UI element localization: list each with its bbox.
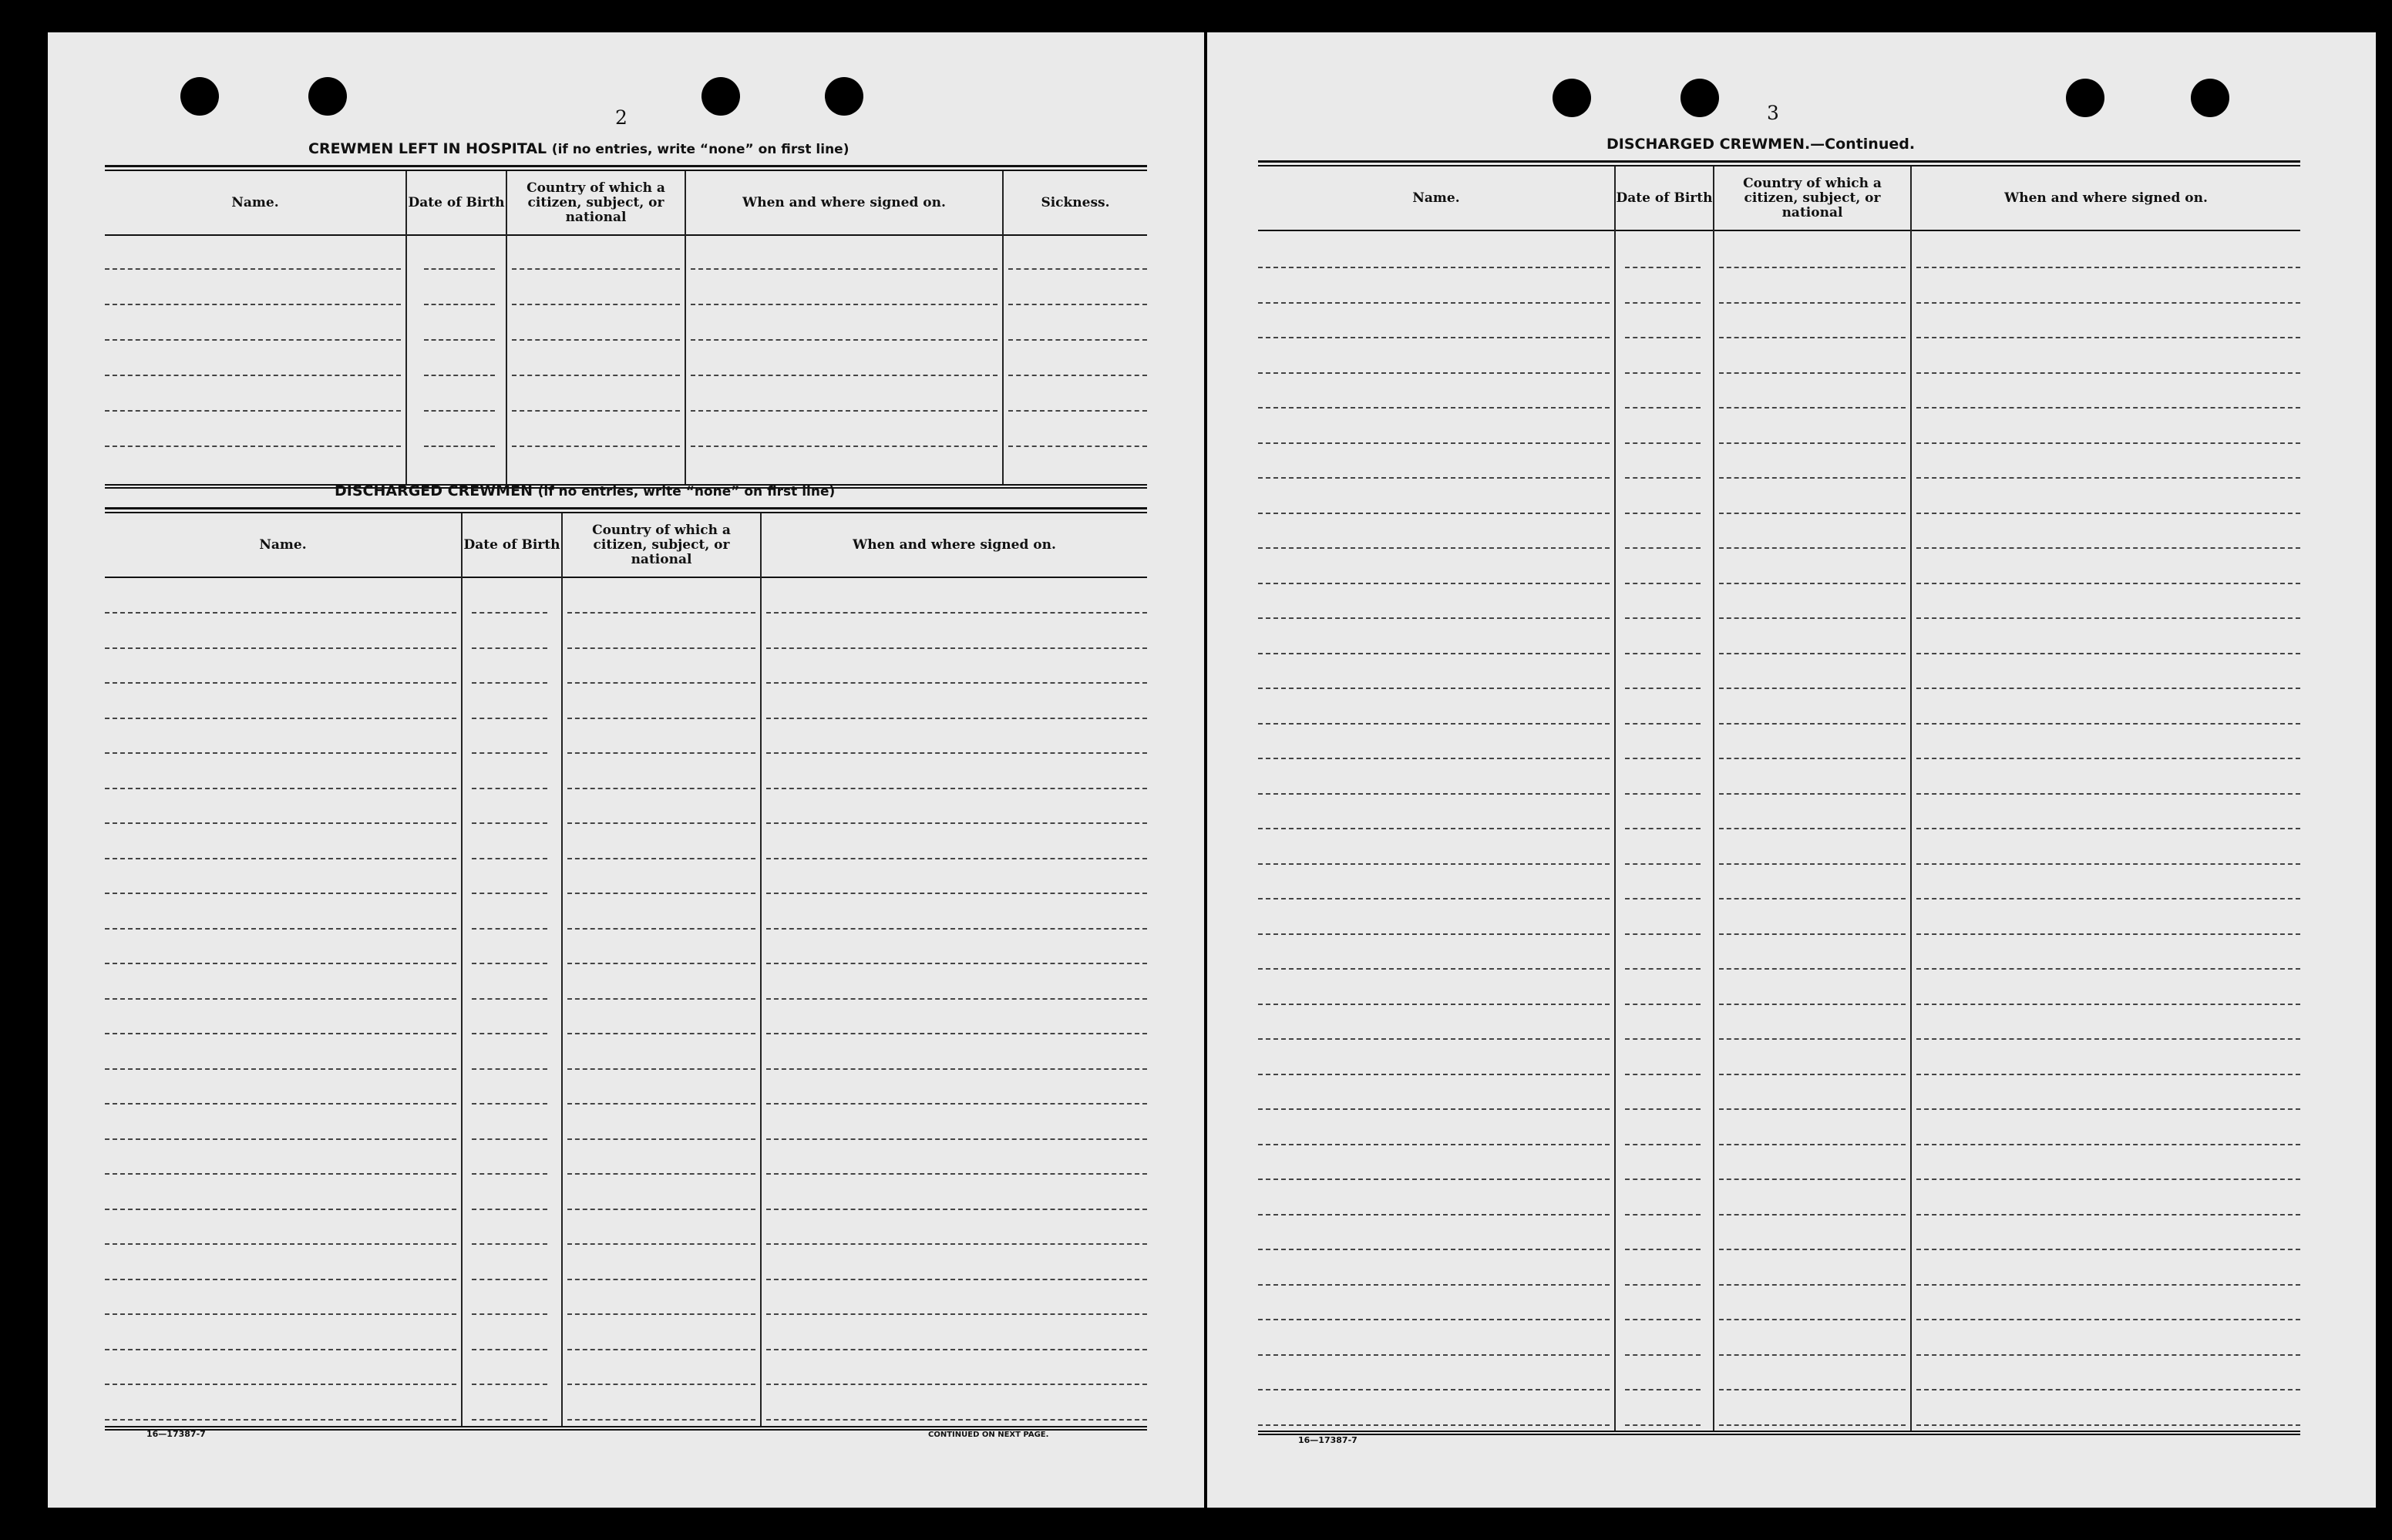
blank-entry-line: [1625, 513, 1701, 514]
blank-entry-line: [1719, 1284, 1906, 1286]
blank-entry-line: [766, 1068, 1147, 1070]
discharged-section-title: DISCHARGED CREWMEN (if no entries, write “none” on first line): [335, 483, 836, 499]
blank-entry-line: [1008, 268, 1147, 270]
blank-entry-line: [1916, 723, 2300, 725]
blank-entry-line: [567, 612, 755, 614]
blank-entry-line: [567, 858, 755, 859]
blank-entry-line: [1625, 1108, 1701, 1110]
blank-entry-line: [1258, 1108, 1610, 1110]
blank-entry-line: [1625, 1004, 1701, 1005]
blank-entry-line: [1916, 1354, 2300, 1356]
column-header-country: Country of which a citizen, subject, or national: [527, 180, 665, 225]
punch-hole: [1680, 79, 1719, 117]
blank-entry-line: [1625, 828, 1701, 829]
blank-entry-line: [105, 1349, 456, 1350]
blank-entry-line: [1258, 1179, 1610, 1180]
blank-entry-line: [1719, 968, 1906, 970]
blank-entry-line: [1008, 339, 1147, 341]
blank-entry-line: [1625, 267, 1701, 268]
blank-entry-line: [691, 268, 998, 270]
blank-entry-line: [1258, 267, 1610, 268]
blank-entry-line: [472, 928, 547, 930]
column-header-date-of-birth: Date of Birth: [463, 536, 560, 553]
punch-hole: [180, 77, 219, 116]
blank-entry-line: [1258, 513, 1610, 514]
blank-entry-line: [1258, 1354, 1610, 1356]
page-number: 3: [1767, 102, 1779, 124]
blank-entry-line: [1916, 513, 2300, 514]
blank-entry-line: [105, 446, 401, 447]
blank-entry-line: [1258, 337, 1610, 338]
blank-entry-line: [1258, 477, 1610, 479]
blank-entry-line: [691, 339, 998, 341]
blank-entry-line: [424, 339, 495, 341]
blank-entry-line: [472, 1313, 547, 1315]
blank-entry-line: [105, 304, 401, 305]
blank-entry-line: [1625, 1284, 1701, 1286]
blank-entry-line: [1719, 933, 1906, 935]
blank-entry-line: [766, 1103, 1147, 1105]
blank-entry-line: [1719, 1249, 1906, 1250]
form-number: 16—17387-7: [146, 1429, 206, 1439]
blank-entry-line: [766, 963, 1147, 964]
blank-entry-line: [105, 1313, 456, 1315]
blank-entry-line: [1719, 1319, 1906, 1320]
blank-entry-line: [1258, 1004, 1610, 1005]
blank-entry-line: [472, 647, 547, 649]
blank-entry-line: [472, 718, 547, 719]
blank-entry-line: [1625, 758, 1701, 759]
blank-entry-line: [424, 268, 495, 270]
blank-entry-line: [1719, 302, 1906, 304]
blank-entry-line: [766, 1419, 1147, 1421]
blank-entry-line: [1625, 723, 1701, 725]
blank-entry-line: [1719, 758, 1906, 759]
blank-entry-line: [105, 788, 456, 789]
column-header-sickness: Sickness.: [1041, 194, 1110, 210]
blank-entry-line: [1916, 617, 2300, 619]
blank-entry-line: [512, 446, 680, 447]
blank-entry-line: [1625, 1424, 1701, 1426]
blank-entry-line: [766, 1349, 1147, 1350]
column-header-name: Name.: [1412, 190, 1460, 206]
blank-entry-line: [1719, 1354, 1906, 1356]
blank-entry-line: [424, 304, 495, 305]
blank-entry-line: [1916, 1144, 2300, 1145]
blank-entry-line: [105, 647, 456, 649]
blank-entry-line: [1719, 828, 1906, 829]
blank-entry-line: [567, 963, 755, 964]
blank-entry-line: [567, 1384, 755, 1385]
blank-entry-line: [1916, 968, 2300, 970]
blank-entry-line: [472, 1349, 547, 1350]
blank-entry-line: [1719, 1004, 1906, 1005]
blank-entry-line: [472, 963, 547, 964]
blank-entry-line: [105, 963, 456, 964]
blank-entry-line: [1258, 1074, 1610, 1075]
blank-entry-line: [567, 1313, 755, 1315]
blank-entry-line: [1916, 1004, 2300, 1005]
blank-entry-line: [472, 612, 547, 614]
blank-entry-line: [1719, 1179, 1906, 1180]
blank-entry-line: [424, 446, 495, 447]
blank-entry-line: [472, 893, 547, 894]
blank-entry-line: [472, 788, 547, 789]
blank-entry-line: [105, 1419, 456, 1421]
blank-entry-line: [691, 410, 998, 412]
blank-entry-line: [105, 1209, 456, 1210]
blank-entry-line: [1719, 267, 1906, 268]
blank-entry-line: [1625, 583, 1701, 584]
blank-entry-line: [766, 928, 1147, 930]
blank-entry-line: [105, 1138, 456, 1140]
blank-entry-line: [1625, 477, 1701, 479]
blank-entry-line: [512, 268, 680, 270]
blank-entry-line: [1625, 898, 1701, 899]
blank-entry-line: [1916, 688, 2300, 689]
blank-entry-line: [766, 682, 1147, 684]
blank-entry-line: [1258, 968, 1610, 970]
blank-entry-line: [766, 893, 1147, 894]
blank-entry-line: [1719, 407, 1906, 409]
blank-entry-line: [1719, 653, 1906, 654]
blank-entry-line: [766, 1384, 1147, 1385]
blank-entry-line: [1625, 442, 1701, 444]
blank-entry-line: [1258, 933, 1610, 935]
discharged-continued-table: [1258, 160, 2300, 1478]
blank-entry-line: [1916, 933, 2300, 935]
blank-entry-line: [1916, 653, 2300, 654]
blank-entry-line: [1258, 1284, 1610, 1286]
blank-entry-line: [567, 928, 755, 930]
blank-entry-line: [567, 893, 755, 894]
blank-entry-line: [1916, 1389, 2300, 1390]
blank-entry-line: [766, 1313, 1147, 1315]
blank-entry-line: [1625, 688, 1701, 689]
blank-entry-line: [1719, 547, 1906, 549]
blank-entry-line: [472, 1209, 547, 1210]
column-header-date-of-birth: Date of Birth: [408, 194, 505, 210]
blank-entry-line: [1719, 1389, 1906, 1390]
blank-entry-line: [1625, 547, 1701, 549]
blank-entry-line: [1258, 302, 1610, 304]
blank-entry-line: [567, 647, 755, 649]
column-header-country: Country of which a citizen, subject, or national: [1743, 175, 1882, 220]
blank-entry-line: [1625, 653, 1701, 654]
blank-entry-line: [1916, 1319, 2300, 1320]
blank-entry-line: [567, 1138, 755, 1140]
blank-entry-line: [472, 822, 547, 824]
blank-entry-line: [1625, 617, 1701, 619]
blank-entry-line: [1258, 758, 1610, 759]
blank-entry-line: [1625, 968, 1701, 970]
blank-entry-line: [766, 1138, 1147, 1140]
blank-entry-line: [691, 304, 998, 305]
blank-entry-line: [1719, 617, 1906, 619]
column-header-signed-on: When and where signed on.: [2004, 190, 2208, 206]
blank-entry-line: [1258, 793, 1610, 795]
blank-entry-line: [1625, 1144, 1701, 1145]
blank-entry-line: [766, 788, 1147, 789]
blank-entry-line: [567, 1243, 755, 1245]
blank-entry-line: [105, 822, 456, 824]
blank-entry-line: [1625, 1249, 1701, 1250]
blank-entry-line: [1719, 372, 1906, 374]
blank-entry-line: [1916, 1214, 2300, 1216]
blank-entry-line: [1719, 337, 1906, 338]
punch-hole: [2191, 79, 2229, 117]
column-header-name: Name.: [231, 194, 279, 210]
blank-entry-line: [766, 998, 1147, 1000]
blank-entry-line: [1719, 898, 1906, 899]
blank-entry-line: [1258, 688, 1610, 689]
blank-entry-line: [1625, 372, 1701, 374]
blank-entry-line: [1719, 793, 1906, 795]
blank-entry-line: [766, 1279, 1147, 1280]
blank-entry-line: [1258, 372, 1610, 374]
blank-entry-line: [424, 375, 495, 376]
blank-entry-line: [1916, 372, 2300, 374]
discharged-table: [105, 507, 1147, 1463]
blank-entry-line: [472, 1103, 547, 1105]
blank-entry-line: [1916, 477, 2300, 479]
blank-entry-line: [1916, 1179, 2300, 1180]
blank-entry-line: [766, 752, 1147, 754]
blank-entry-line: [766, 822, 1147, 824]
blank-entry-line: [1258, 1319, 1610, 1320]
blank-entry-line: [567, 1033, 755, 1034]
blank-entry-line: [766, 1033, 1147, 1034]
blank-entry-line: [567, 1068, 755, 1070]
blank-entry-line: [1258, 617, 1610, 619]
blank-entry-line: [1916, 1074, 2300, 1075]
blank-entry-line: [1916, 863, 2300, 865]
blank-entry-line: [766, 612, 1147, 614]
blank-entry-line: [1258, 583, 1610, 584]
column-header-signed-on: When and where signed on.: [742, 194, 946, 210]
blank-entry-line: [1719, 1074, 1906, 1075]
blank-entry-line: [1625, 1038, 1701, 1040]
blank-entry-line: [1625, 1214, 1701, 1216]
blank-entry-line: [1916, 302, 2300, 304]
blank-entry-line: [1719, 1424, 1906, 1426]
blank-entry-line: [472, 858, 547, 859]
blank-entry-line: [512, 304, 680, 305]
blank-entry-line: [105, 752, 456, 754]
blank-entry-line: [105, 928, 456, 930]
blank-entry-line: [105, 1033, 456, 1034]
blank-entry-line: [1719, 442, 1906, 444]
blank-entry-line: [1625, 1354, 1701, 1356]
blank-entry-line: [1719, 688, 1906, 689]
blank-entry-line: [105, 998, 456, 1000]
hospital-table: [105, 165, 1147, 496]
column-header-name: Name.: [259, 536, 307, 553]
blank-entry-line: [105, 1279, 456, 1280]
blank-entry-line: [1719, 1144, 1906, 1145]
blank-entry-line: [472, 1138, 547, 1140]
blank-entry-line: [105, 612, 456, 614]
blank-entry-line: [105, 375, 401, 376]
blank-entry-line: [567, 752, 755, 754]
blank-entry-line: [1719, 513, 1906, 514]
blank-entry-line: [766, 647, 1147, 649]
discharged-continued-title: DISCHARGED CREWMEN.—Continued.: [1606, 136, 1916, 153]
blank-entry-line: [472, 1068, 547, 1070]
column-header-country: Country of which a citizen, subject, or national: [592, 522, 731, 567]
blank-entry-line: [1719, 723, 1906, 725]
punch-hole: [825, 77, 863, 116]
blank-entry-line: [567, 1419, 755, 1421]
blank-entry-line: [1258, 1424, 1610, 1426]
blank-entry-line: [1258, 1214, 1610, 1216]
blank-entry-line: [105, 858, 456, 859]
blank-entry-line: [1008, 446, 1147, 447]
blank-entry-line: [567, 998, 755, 1000]
blank-entry-line: [567, 788, 755, 789]
blank-entry-line: [1916, 1249, 2300, 1250]
continued-note: CONTINUED ON NEXT PAGE.: [928, 1431, 1049, 1439]
blank-entry-line: [472, 998, 547, 1000]
blank-entry-line: [1916, 793, 2300, 795]
blank-entry-line: [1258, 723, 1610, 725]
blank-entry-line: [1625, 1319, 1701, 1320]
blank-entry-line: [691, 375, 998, 376]
blank-entry-line: [1258, 442, 1610, 444]
blank-entry-line: [1258, 828, 1610, 829]
blank-entry-line: [105, 893, 456, 894]
blank-entry-line: [1916, 407, 2300, 409]
blank-entry-line: [512, 375, 680, 376]
blank-entry-line: [567, 822, 755, 824]
blank-entry-line: [105, 1384, 456, 1385]
blank-entry-line: [105, 268, 401, 270]
blank-entry-line: [1719, 477, 1906, 479]
blank-entry-line: [1625, 1389, 1701, 1390]
left-page: [48, 32, 1204, 1508]
page-number: 2: [615, 106, 627, 129]
blank-entry-line: [1625, 863, 1701, 865]
blank-entry-line: [1625, 407, 1701, 409]
blank-entry-line: [567, 1209, 755, 1210]
blank-entry-line: [1916, 583, 2300, 584]
blank-entry-line: [105, 682, 456, 684]
blank-entry-line: [567, 1349, 755, 1350]
blank-entry-line: [1258, 1249, 1610, 1250]
blank-entry-line: [472, 1033, 547, 1034]
blank-entry-line: [1008, 410, 1147, 412]
blank-entry-line: [1625, 337, 1701, 338]
blank-entry-line: [105, 1243, 456, 1245]
blank-entry-line: [472, 1243, 547, 1245]
punch-hole: [2066, 79, 2104, 117]
blank-entry-line: [1916, 1424, 2300, 1426]
blank-entry-line: [1258, 1389, 1610, 1390]
blank-entry-line: [1008, 304, 1147, 305]
blank-entry-line: [1916, 1038, 2300, 1040]
punch-hole: [308, 77, 347, 116]
blank-entry-line: [1719, 583, 1906, 584]
blank-entry-line: [472, 1384, 547, 1385]
column-header-date-of-birth: Date of Birth: [1616, 190, 1713, 206]
blank-entry-line: [567, 1279, 755, 1280]
blank-entry-line: [766, 858, 1147, 859]
blank-entry-line: [1625, 793, 1701, 795]
blank-entry-line: [1916, 267, 2300, 268]
blank-entry-line: [472, 752, 547, 754]
form-number: 16—17387-7: [1298, 1435, 1357, 1445]
column-header-signed-on: When and where signed on.: [853, 536, 1056, 553]
blank-entry-line: [1916, 758, 2300, 759]
blank-entry-line: [105, 339, 401, 341]
blank-entry-line: [105, 1173, 456, 1175]
blank-entry-line: [105, 718, 456, 719]
hospital-section-title: CREWMEN LEFT IN HOSPITAL (if no entries, write “none” on first line): [308, 140, 849, 157]
blank-entry-line: [1625, 302, 1701, 304]
blank-entry-line: [512, 410, 680, 412]
blank-entry-line: [567, 1173, 755, 1175]
blank-entry-line: [1625, 933, 1701, 935]
blank-entry-line: [1719, 1214, 1906, 1216]
blank-entry-line: [766, 1173, 1147, 1175]
blank-entry-line: [1916, 337, 2300, 338]
blank-entry-line: [424, 410, 495, 412]
blank-entry-line: [1258, 547, 1610, 549]
blank-entry-line: [1719, 1108, 1906, 1110]
blank-entry-line: [1258, 863, 1610, 865]
blank-entry-line: [105, 410, 401, 412]
blank-entry-line: [512, 339, 680, 341]
blank-entry-line: [691, 446, 998, 447]
blank-entry-line: [1008, 375, 1147, 376]
blank-entry-line: [1916, 1284, 2300, 1286]
blank-entry-line: [1916, 898, 2300, 899]
blank-entry-line: [1625, 1074, 1701, 1075]
blank-entry-line: [472, 1173, 547, 1175]
blank-entry-line: [1719, 1038, 1906, 1040]
blank-entry-line: [472, 1419, 547, 1421]
blank-entry-line: [1258, 898, 1610, 899]
blank-entry-line: [1916, 828, 2300, 829]
blank-entry-line: [1258, 407, 1610, 409]
blank-entry-line: [105, 1068, 456, 1070]
punch-hole: [701, 77, 740, 116]
blank-entry-line: [1916, 547, 2300, 549]
right-page: [1207, 32, 2376, 1508]
blank-entry-line: [472, 1279, 547, 1280]
blank-entry-line: [766, 1209, 1147, 1210]
blank-entry-line: [1719, 863, 1906, 865]
blank-entry-line: [567, 1103, 755, 1105]
blank-entry-line: [1916, 442, 2300, 444]
blank-entry-line: [1625, 1179, 1701, 1180]
blank-entry-line: [1916, 1108, 2300, 1110]
blank-entry-line: [1258, 1038, 1610, 1040]
blank-entry-line: [567, 718, 755, 719]
blank-entry-line: [1258, 1144, 1610, 1145]
blank-entry-line: [472, 682, 547, 684]
blank-entry-line: [766, 718, 1147, 719]
blank-entry-line: [105, 1103, 456, 1105]
blank-entry-line: [1258, 653, 1610, 654]
blank-entry-line: [766, 1243, 1147, 1245]
blank-entry-line: [567, 682, 755, 684]
punch-hole: [1553, 79, 1591, 117]
